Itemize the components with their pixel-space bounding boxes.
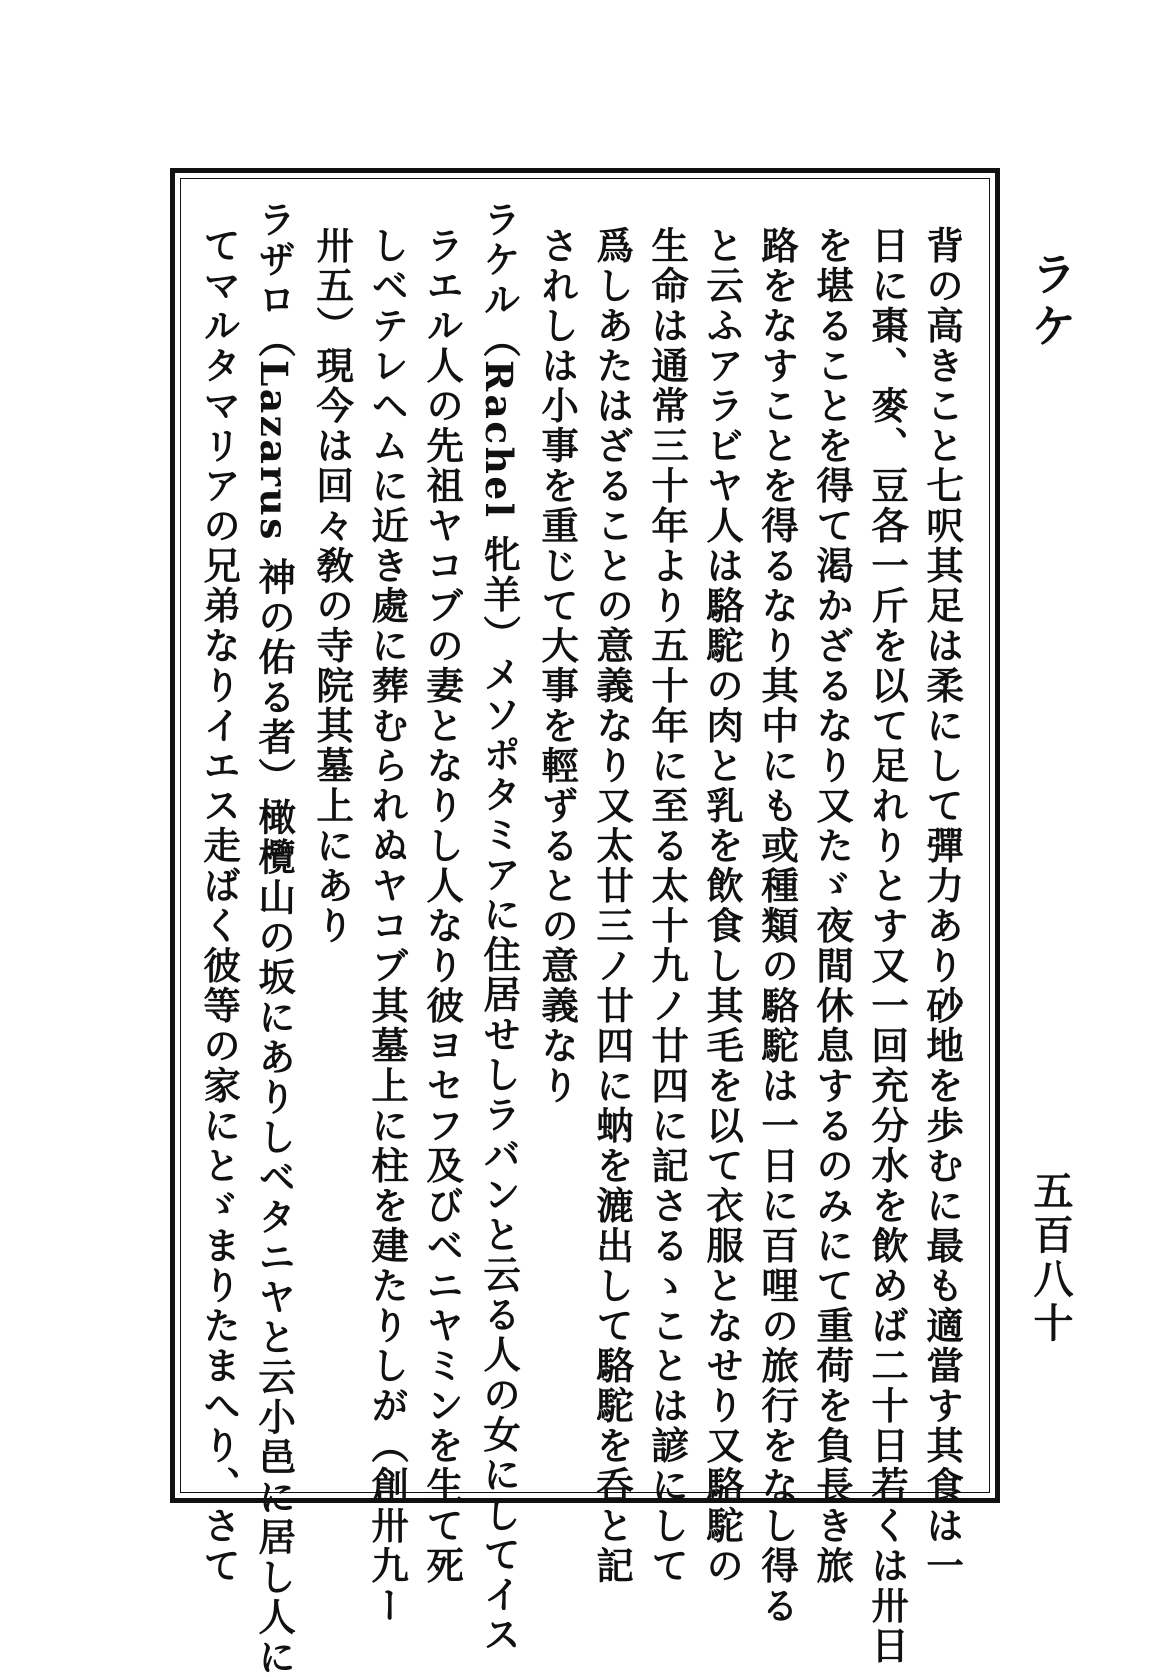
text-column-10: ラエル人の先祖ヤコブの妻となりし人なり彼ヨセフ及びベニヤミンを生て死 — [420, 226, 465, 1586]
text-column-8: されしは小事を重じて大事を輕ずるとの意義なり — [535, 226, 580, 1106]
text-column-1: 背の高きこと七呎其足は柔にして彈力あり砂地を歩むに最も適當す其食は一 — [920, 226, 965, 1586]
text-column-12: 卅五）現今は回々敎の寺院其墓上にあり — [310, 226, 355, 946]
entry-rachel: ラケル（Rachel 牝羊）メソポタミアに住居せしラバンと云る人の女にしてイス — [477, 200, 522, 1656]
text-column-14: てマルタマリアの兄弟なりイエス走ばく彼等の家にとゞまりたまへり、さて — [197, 226, 242, 1586]
text-column-5: と云ふアラビヤ人は駱駝の肉と乳を飲食し其毛を以て衣服となせり又駱駝の — [700, 226, 745, 1586]
text-column-7: 爲しあたはざることの意義なり又太廿三ノ廿四に蚋を漉出して駱駝を呑と記 — [590, 226, 635, 1586]
text-column-4: 路をなすことを得るなり其中にも或種類の駱駝は一日に百哩の旅行をなし得る — [755, 226, 800, 1626]
text-column-11: しベテレヘムに近き處に葬むられぬヤコブ其墓上に柱を建たりしが（創卅九ー — [365, 226, 410, 1626]
text-column-3: を堪ることを得て渇かざるなり又たゞ夜間休息するのみにて重荷を負長き旅 — [810, 226, 855, 1586]
text-column-2: 日に棗、麥、豆各一斤を以て足れりとす又一回充分水を飲めば二十日若くは卅日 — [865, 226, 910, 1666]
running-title: ラケ — [1024, 250, 1078, 354]
page-number: 五百八十 — [1027, 1170, 1074, 1346]
text-column-6: 生命は通常三十年より五十年に至る太十九ノ廿四に記さるゝことは諺にして — [645, 226, 690, 1586]
entry-lazarus: ラザロ（Lazarus 神の佑る者）橄欖山の坂にありしベタニヤと云小邑に居し人に — [252, 200, 297, 1677]
